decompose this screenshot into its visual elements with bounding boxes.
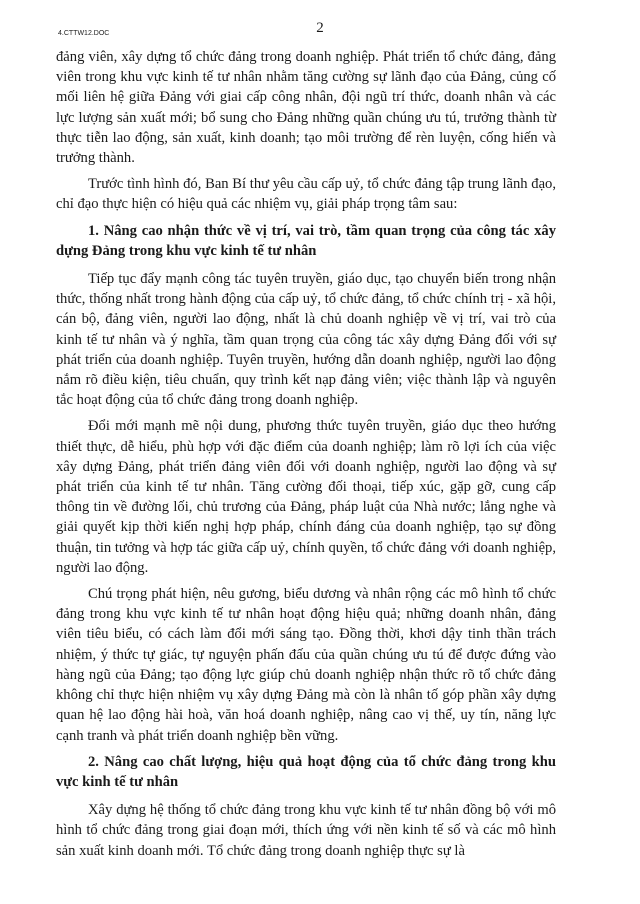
paragraph: Chú trọng phát hiện, nêu gương, biểu dương và nhân rộng các mô hình tổ chức đảng trong khu vực kinh tế tư nhân hoạt động hiệu quả; những doanh nhân, đảng viên tiêu biểu, có cách làm đổi mới sáng tạo. Đồng thời, khơi dậy tinh thần trách nhiệm, ý thức tự giác, tự nguyện phấn đấu của quần chúng ưu tú để được đứng vào hàng ngũ của Đảng; tạo động lực giúp chủ doanh nghiệp nhận thức rõ tổ chức đảng không chỉ thực hiện nhiệm vụ xây dựng Đảng mà còn là nhân tố góp phần xây dựng quan hệ lao động hài hoà, văn hoá doanh nghiệp, nâng cao vị thế, uy tín, năng lực cạnh tranh và phát triển doanh nghiệp bền vững. (56, 586, 556, 744)
paragraph: Tiếp tục đẩy mạnh công tác tuyên truyền, giáo dục, tạo chuyển biến trong nhận thức, thống nhất trong hành động của cấp uỷ, tổ chức đảng, tổ chức chính trị - xã hội, cán bộ, đảng viên, người lao động, nhất là chủ doanh nghiệp về vị trí, vai trò của kinh tế tư nhân và ý nghĩa, tầm quan trọng của công tác xây dựng Đảng đối với sự phát triển của doanh nghiệp. Tuyên truyền, hướng dẫn doanh nghiệp, người lao động nắm rõ điều kiện, tiêu chuẩn, quy trình kết nạp đảng viên; việc thành lập và nguyên tắc hoạt động của tổ chức đảng trong doanh nghiệp. (56, 271, 556, 409)
document-body (56, 47, 556, 867)
paragraph-intro: Trước tình hình đó, Ban Bí thư yêu cầu cấp uỷ, tổ chức đảng tập trung lãnh đạo, chỉ đạo thực hiện có hiệu quả các nhiệm vụ, giải pháp trọng tâm sau: (56, 176, 556, 213)
section-heading-1: 1. Nâng cao nhận thức về vị trí, vai trò, tầm quan trọng của công tác xây dựng Đảng trong khu vực kinh tế tư nhân (56, 222, 556, 259)
paragraph-continued: đảng viên, xây dựng tổ chức đảng trong doanh nghiệp. Phát triển tổ chức đảng, đảng viên trong khu vực kinh tế tư nhân nhằm tăng cường sự lãnh đạo của Đảng, củng cố mối liên hệ giữa Đảng với giai cấp công nhân, đội ngũ trí thức, doanh nhân và các lực lượng sản xuất mới; bổ sung cho Đảng những quần chúng ưu tú, trưởng thành từ thực tiễn lao động, sản xuất, kinh doanh; tạo môi trường để rèn luyện, cống hiến và trưởng thành. (56, 49, 556, 167)
file-name-label: 4.CTTW12.DOC (58, 30, 110, 37)
paragraph: Xây dựng hệ thống tổ chức đảng trong khu vực kinh tế tư nhân đồng bộ với mô hình tổ chức đảng trong giai đoạn mới, thích ứng với nền kinh tế số và các mô hình sản xuất kinh doanh mới. Tổ chức đảng trong doanh nghiệp thực sự là (56, 802, 556, 859)
section-heading-2: 2. Nâng cao chất lượng, hiệu quả hoạt động của tổ chức đảng trong khu vực kinh tế tư nhân (56, 753, 556, 790)
paragraph: Đổi mới mạnh mẽ nội dung, phương thức tuyên truyền, giáo dục theo hướng thiết thực, dễ hiểu, phù hợp với đặc điểm của doanh nghiệp; làm rõ lợi ích của việc xây dựng Đảng, phát triển đảng viên đối với doanh nghiệp, người lao động và sự phát triển của kinh tế tư nhân. Tăng cường đối thoại, tiếp xúc, gặp gỡ, cung cấp thông tin về đường lối, chủ trương của Đảng, pháp luật của Nhà nước; lắng nghe và giải quyết kịp thời kiến nghị hợp pháp, chính đáng của doanh nghiệp, tạo sự đồng thuận, tin tưởng và hợp tác giữa cấp uỷ, chính quyền, tổ chức đảng với doanh nghiệp, người lao động. (56, 418, 556, 576)
page-number: 2 (316, 20, 324, 36)
